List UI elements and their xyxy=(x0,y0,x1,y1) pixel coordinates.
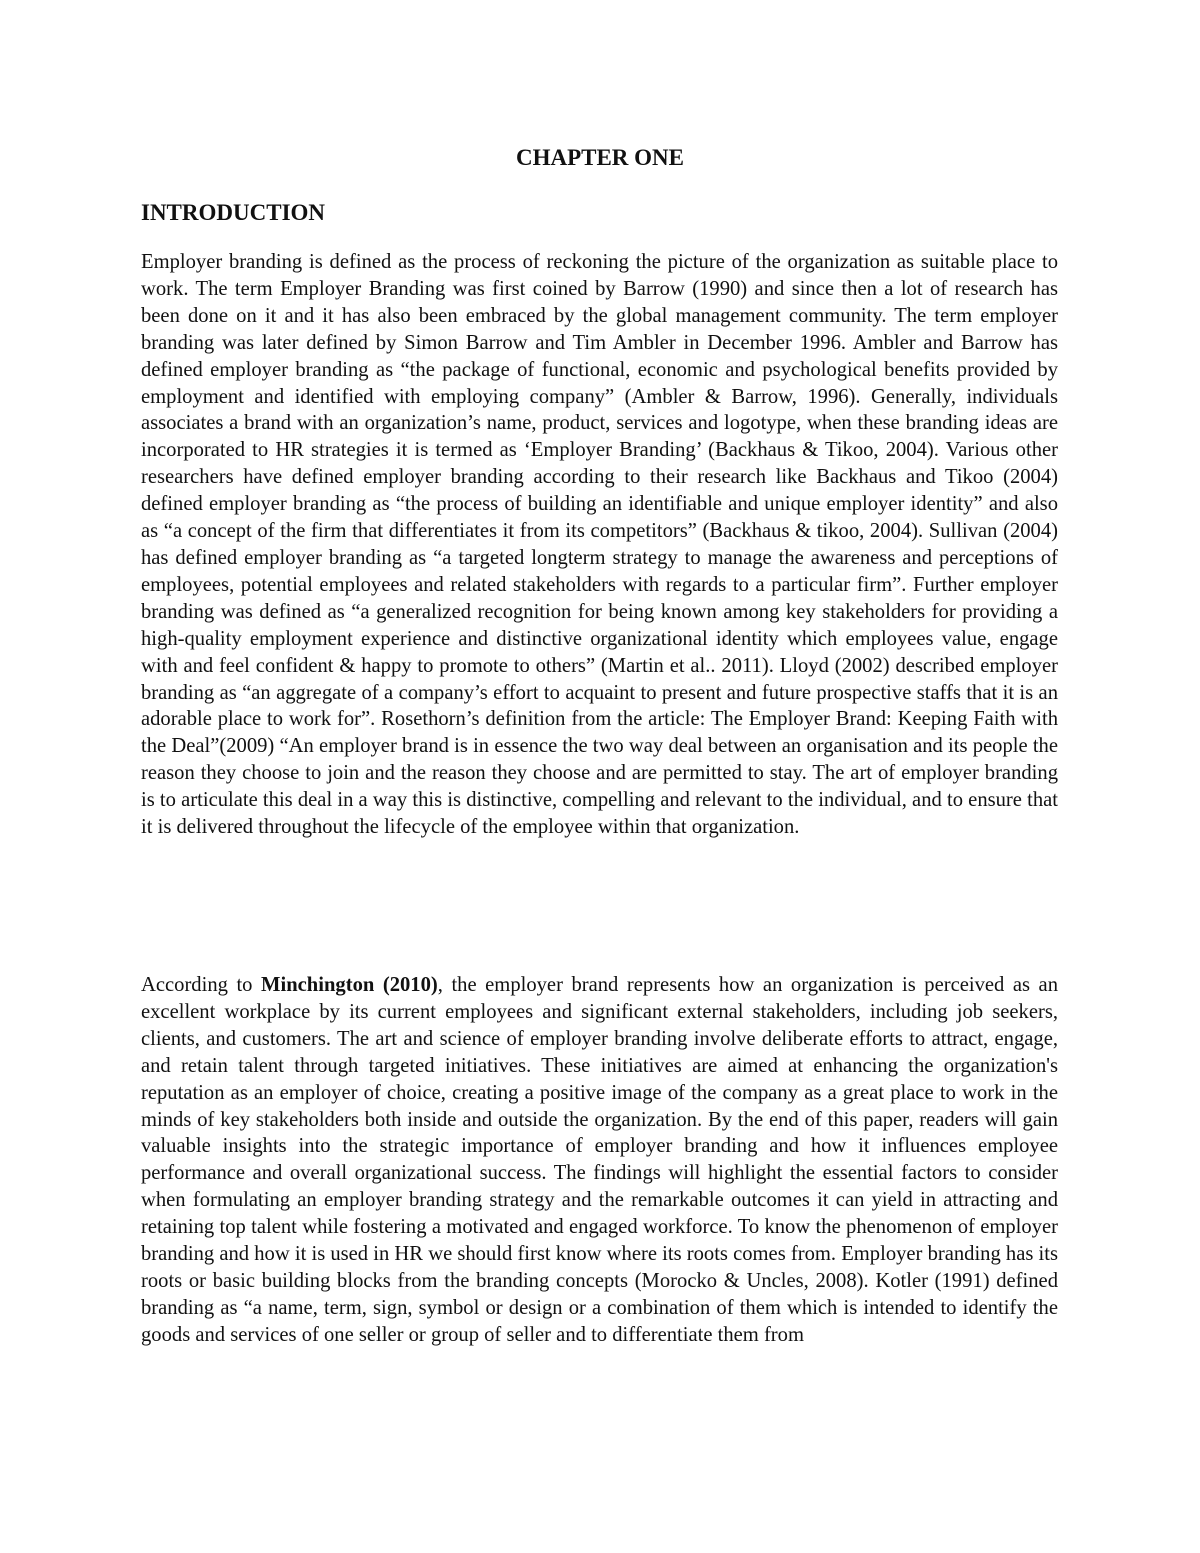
body-paragraph-2 xyxy=(141,972,1058,1349)
chapter-title: CHAPTER ONE xyxy=(515,145,685,170)
paragraph-2-lead: According to xyxy=(141,974,262,996)
body-paragraph-1: Employer branding is defined as the process of reckoning the picture of the organization as suitable place to work. The term Employer Branding was first coined by Barrow (1990) and since then a lot of research has been done on it and it has also been embraced by the global management community. The term employer branding was later defined by Simon Barrow and Tim Ambler in December 1996. Ambler and Barrow has defined employer branding as “the package of functional, economic and psychological benefits provided by employment and identified with employing company” (Ambler & Barrow, 1996). Generally, individuals associates a brand with an organization’s name, product, services and logotype, when these branding ideas are incorporated to HR strategies it is termed as ‘Employer Branding’ (Backhaus & Tikoo, 2004). Various other researchers have defined employer branding according to their research like Backhaus and Tikoo (2004) defined employer branding as “the process of building an identifiable and unique employer identity” and also as “a concept of the firm that differentiates it from its competitors” (Backhaus & tikoo, 2004). Sullivan (2004) has defined employer branding as “a targeted longterm strategy to manage the awareness and perceptions of employees, potential employees and related stakeholders with regards to a particular firm”. Further employer branding was defined as “a generalized recognition for being known among key stakeholders for providing a high-quality employment experience and distinctive organizational identity which employees value, engage with and feel confident & happy to promote to others” (Martin et al.. 2011). Lloyd (2002) described employer branding as “an aggregate of a company’s effort to acquaint to present and future prospective staffs that it is an adorable place to work for”. Rosethorn’s definition from the article: The Employer Brand: Keeping Faith with the Deal”(2009) “An employer brand is in essence the two way deal between an organisation and its people the reason they choose to join and the reason they choose and are permitted to stay. The art of employer branding is to articulate this deal in a way this is distinctive, compelling and relevant to the individual, and to ensure that it is delivered throughout the lifecycle of the employee within that organization. xyxy=(141,251,1058,839)
citation-reference: Minchington (2010) xyxy=(261,974,438,996)
section-heading: INTRODUCTION xyxy=(141,200,326,225)
paragraph-2-text: , the employer brand represents how an organization is perceived as an excellent workplace by its current employees and significant external stakeholders, including job seekers, clients, and customers. The art and science of employer branding involve deliberate efforts to attract, engage, and retain talent through targeted initiatives. These initiatives are aimed at enhancing the organization's reputation as an employer of choice, creating a positive image of the company as a great place to work in the minds of key stakeholders both inside and outside the organization. By the end of this paper, readers will gain valuable insights into the strategic importance of employer branding and how it influences employee performance and overall organizational success. The findings will highlight the essential factors to consider when formulating an employer branding strategy and the remarkable outcomes it can yield in attracting and retaining top talent while fostering a motivated and engaged workforce. To know the phenomenon of employer branding and how it is used in HR we should first know where its roots comes from. Employer branding has its roots or basic building blocks from the branding concepts (Morocko & Uncles, 2008). Kotler (1991) defined branding as “a name, term, sign, symbol or design or a combination of them which is intended to identify the goods and services of one seller or group of seller and to differentiate them from xyxy=(141,974,1058,1346)
